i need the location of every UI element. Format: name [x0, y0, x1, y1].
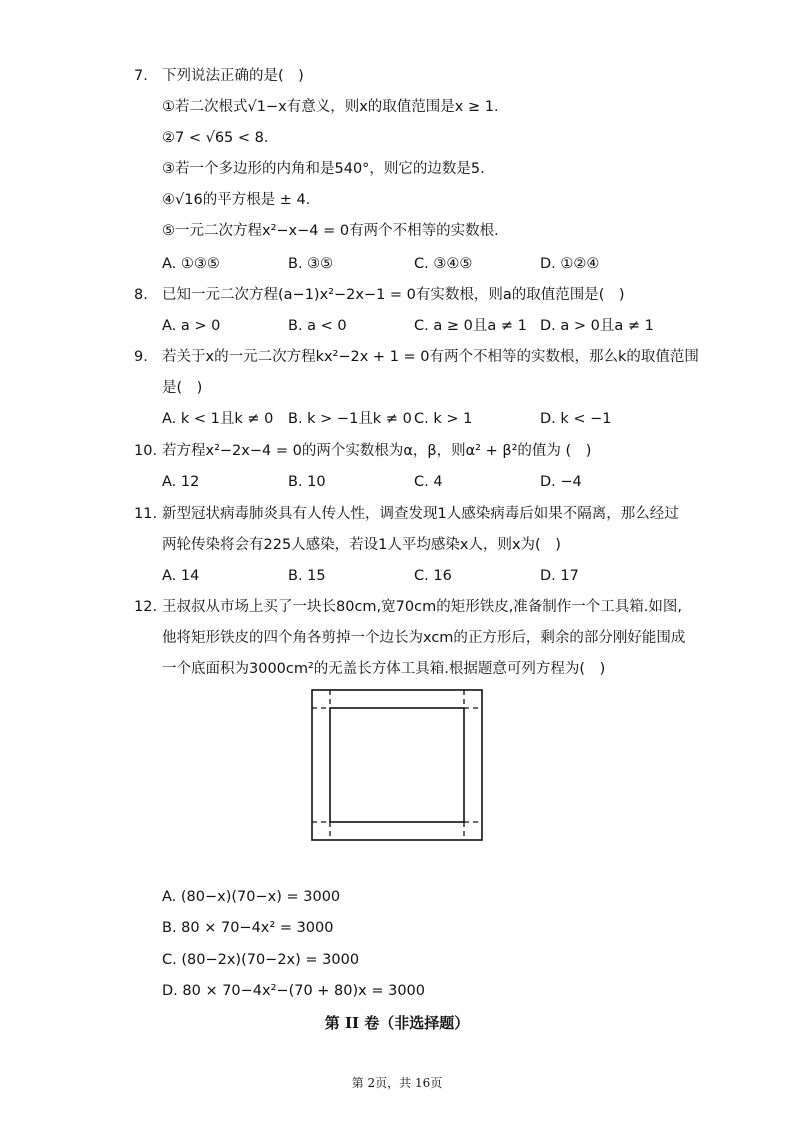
statement: ④√16的平方根是 ± 4．	[162, 192, 321, 208]
option-a: A. a > 0	[162, 318, 221, 334]
option-d: D. a > 0且a ≠ 1	[540, 318, 654, 334]
option-b: B. 15	[288, 568, 326, 584]
option-b: B. 80 × 70−4x² = 3000	[162, 920, 334, 936]
statement: ③若一个多边形的内角和是540°，则它的边数是5．	[162, 161, 495, 177]
statement: ②7 < √65 < 8．	[162, 130, 279, 146]
question-stem: 若方程x²−2x−4 = 0的两个实数根为α，β，则α² + β²的值为 ( )	[162, 443, 592, 459]
option-d: D. ①②④	[540, 256, 600, 272]
question-stem: 是( )	[162, 380, 203, 396]
statement: ⑤一元二次方程x²−x−4 = 0有两个不相等的实数根．	[162, 223, 509, 239]
option-d: D. k < −1	[540, 411, 612, 427]
option-c: C. a ≥ 0且a ≠ 1	[414, 318, 527, 334]
inner-base-rect	[330, 708, 464, 822]
question-stem: 两轮传染将会有225人感染，若设1人平均感染x人，则x为( )	[162, 537, 561, 553]
option-b: B. k > −1且k ≠ 0	[288, 411, 412, 427]
option-c: C. 4	[414, 474, 443, 490]
question-stem: 若关于x的一元二次方程kx²−2x + 1 = 0有两个不相等的实数根，那么k的取值范围	[162, 349, 699, 365]
question-number: 11.	[134, 506, 158, 522]
statement: ①若二次根式√1−x有意义，则x的取值范围是x ≥ 1．	[162, 99, 509, 115]
option-a: A. (80−x)(70−x) = 3000	[162, 889, 341, 905]
question-stem: 下列说法正确的是( )	[162, 68, 304, 84]
outer-sheet-rect	[312, 690, 482, 840]
option-a: A. ①③⑤	[162, 256, 220, 272]
option-d: D. −4	[540, 474, 582, 490]
option-c: C. 16	[414, 568, 452, 584]
question-number: 12.	[134, 599, 158, 615]
option-b: B. a < 0	[288, 318, 347, 334]
option-a: A. 14	[162, 568, 200, 584]
question-number: 7.	[134, 68, 148, 84]
question-number: 9.	[134, 349, 148, 365]
option-b: B. ③⑤	[288, 256, 334, 272]
option-a: A. 12	[162, 474, 200, 490]
section-title: 第 II 卷（非选择题）	[324, 1014, 470, 1032]
option-c: C. ③④⑤	[414, 256, 473, 272]
question-stem: 他将矩形铁皮的四个角各剪掉一个边长为xcm的正方形后，剩余的部分刚好能围成	[162, 630, 686, 646]
sheet-metal-figure	[310, 688, 486, 844]
option-d: D. 17	[540, 568, 579, 584]
option-a: A. k < 1且k ≠ 0	[162, 411, 274, 427]
option-c: C. k > 1	[414, 411, 473, 427]
option-b: B. 10	[288, 474, 326, 490]
question-number: 10.	[134, 443, 158, 459]
option-d: D. 80 × 70−4x²−(70 + 80)x = 3000	[162, 983, 426, 999]
option-c: C. (80−2x)(70−2x) = 3000	[162, 952, 360, 968]
question-stem: 王叔叔从市场上买了一块长80cm,宽70cm的矩形铁皮,准备制作一个工具箱.如图,	[162, 599, 683, 615]
question-stem: 一个底面积为3000cm²的无盖长方体工具箱.根据题意可列方程为( )	[162, 661, 606, 677]
question-stem: 已知一元二次方程(a−1)x²−2x−1 = 0有实数根，则a的取值范围是( )	[162, 287, 625, 303]
corner-cut-lines	[312, 690, 482, 840]
question-number: 8.	[134, 287, 148, 303]
page-footer: 第 2页，共 16页	[351, 1076, 443, 1090]
question-stem: 新型冠状病毒肺炎具有人传人性，调查发现1人感染病毒后如果不隔离，那么经过	[162, 506, 679, 522]
